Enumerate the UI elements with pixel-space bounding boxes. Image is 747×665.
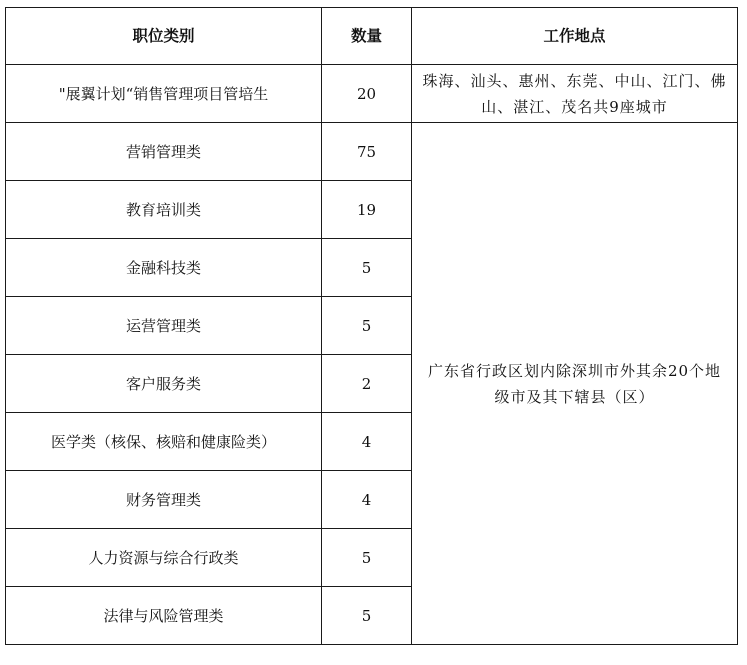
header-location: 工作地点 (412, 8, 738, 65)
location-cell-rest: 广东省行政区划内除深圳市外其余20个地级市及其下辖县（区） (412, 123, 738, 645)
count-cell: 19 (322, 181, 412, 239)
category-cell: 营销管理类 (6, 123, 322, 181)
category-cell: 财务管理类 (6, 471, 322, 529)
location-cell-first: 珠海、汕头、惠州、东莞、中山、江门、佛山、湛江、茂名共9座城市 (412, 65, 738, 123)
recruitment-table (5, 7, 738, 645)
count-cell: 5 (322, 297, 412, 355)
count-cell: 5 (322, 587, 412, 645)
category-cell: "展翼计划“销售管理项目管培生 (6, 65, 322, 123)
category-cell: 人力资源与综合行政类 (6, 529, 322, 587)
count-cell: 20 (322, 65, 412, 123)
table-row (6, 65, 738, 123)
category-cell: 金融科技类 (6, 239, 322, 297)
count-cell: 4 (322, 413, 412, 471)
category-cell: 运营管理类 (6, 297, 322, 355)
count-cell: 5 (322, 529, 412, 587)
category-cell: 客户服务类 (6, 355, 322, 413)
category-cell: 法律与风险管理类 (6, 587, 322, 645)
header-count: 数量 (322, 8, 412, 65)
header-category: 职位类别 (6, 8, 322, 65)
table-row (6, 123, 738, 181)
count-cell: 75 (322, 123, 412, 181)
count-cell: 4 (322, 471, 412, 529)
category-cell: 医学类（核保、核赔和健康险类） (6, 413, 322, 471)
category-cell: 教育培训类 (6, 181, 322, 239)
table-header-row (6, 8, 738, 65)
count-cell: 2 (322, 355, 412, 413)
recruitment-table-container (5, 7, 737, 645)
count-cell: 5 (322, 239, 412, 297)
